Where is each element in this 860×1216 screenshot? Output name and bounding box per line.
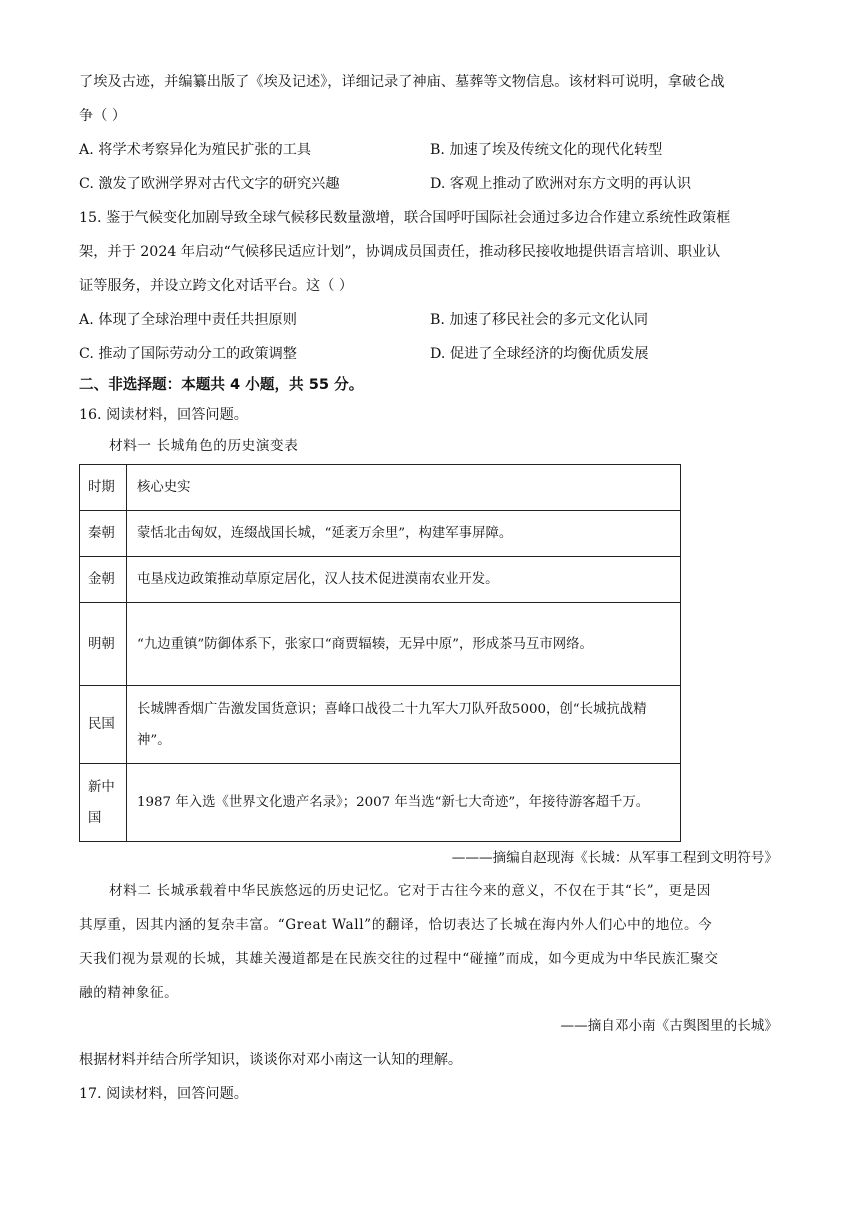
table-cell-fact: 1987 年入选《世界文化遗产名录》；2007 年当选“新七大奇迹”，年接待游客超千万。 xyxy=(127,764,681,842)
q16-intro: 16. 阅读材料，回答问题。 xyxy=(79,407,248,423)
table-cell-period: 新中国 xyxy=(80,764,127,842)
q15-option-d: D. 促进了全球经济的均衡优质发展 xyxy=(430,346,649,362)
q16-question: 根据材料并结合所学知识，谈谈你对邓小南这一认知的理解。 xyxy=(79,1052,463,1068)
material2-line-3: 天我们视为景观的长城，其雄关漫道都是在民族交往的过程中“碰撞”而成，如今更成为中华民族汇聚交 xyxy=(79,951,719,967)
table-row xyxy=(80,557,681,603)
table-cell-fact: 屯垦戍边政策推动草原定居化，汉人技术促进漠南农业开发。 xyxy=(127,557,681,603)
material2-line-1: 材料二 长城承载着中华民族悠远的历史记忆。它对于古往今来的意义，不仅在于其“长”，更是因 xyxy=(109,883,711,899)
q15-text-line-1: 15. 鉴于气候变化加剧导致全球气候移民数量激增，联合国呼吁国际社会通过多边合作建立系统性政策框 xyxy=(79,210,731,226)
table-cell-fact: 蒙恬北击匈奴，连缀战国长城，“延袤万余里”，构建军事屏障。 xyxy=(127,511,681,557)
table-cell-period: 明朝 xyxy=(80,603,127,686)
table-cell-fact: 长城牌香烟广告激发国货意识；喜峰口战役二十九军大刀队歼敌5000，创“长城抗战精神”。 xyxy=(127,686,681,764)
table-row xyxy=(80,686,681,764)
material2-line-4: 融的精神象征。 xyxy=(79,985,179,1001)
table-cell-period: 秦朝 xyxy=(80,511,127,557)
q14-option-b: B. 加速了埃及传统文化的现代化转型 xyxy=(430,142,663,158)
q14-text-line-2: 争（ ） xyxy=(79,108,127,124)
q14-option-c: C. 激发了欧洲学界对古代文字的研究兴趣 xyxy=(79,176,340,192)
q14-text-line-1: 了埃及古迹，并编纂出版了《埃及记述》，详细记录了神庙、墓葬等文物信息。该材料可说明，拿破仑战 xyxy=(79,74,725,90)
material1-source: ———摘编自赵现海《长城：从军事工程到文明符号》 xyxy=(451,850,778,866)
table-cell-period: 民国 xyxy=(80,686,127,764)
table-header-cell: 时期 xyxy=(80,465,127,511)
table-header-cell: 核心史实 xyxy=(127,465,681,511)
section-heading: 二、非选择题：本题共 4 小题，共 55 分。 xyxy=(79,376,364,393)
q17-intro: 17. 阅读材料，回答问题。 xyxy=(79,1086,248,1102)
q15-option-c: C. 推动了国际劳动分工的政策调整 xyxy=(79,346,297,362)
q15-text-line-3: 证等服务，并设立跨文化对话平台。这（ ） xyxy=(79,278,354,294)
table-header-row xyxy=(80,465,681,511)
table-row xyxy=(80,511,681,557)
q15-option-b: B. 加速了移民社会的多元文化认同 xyxy=(430,312,649,328)
q14-option-d: D. 客观上推动了欧洲对东方文明的再认识 xyxy=(430,176,692,192)
q15-text-line-2: 架，并于 2024 年启动“气候移民适应计划”，协调成员国责任，推动移民接收地提供语言培训、职业认 xyxy=(79,244,721,260)
table-row xyxy=(80,764,681,842)
table-row xyxy=(80,603,681,686)
table-cell-period: 金朝 xyxy=(80,557,127,603)
material1-title: 材料一 长城角色的历史演变表 xyxy=(109,438,299,454)
material2-line-2: 其厚重，因其内涵的复杂丰富。“Great Wall”的翻译，恰切表达了长城在海内外人们心中的地位。今 xyxy=(79,917,713,933)
q14-option-a: A. 将学术考察异化为殖民扩张的工具 xyxy=(79,142,312,158)
q15-option-a: A. 体现了全球治理中责任共担原则 xyxy=(79,312,297,328)
history-table xyxy=(79,464,681,842)
table-cell-fact: “九边重镇”防御体系下，张家口“商贾辐辏，无异中原”，形成茶马互市网络。 xyxy=(127,603,681,686)
material2-source: ——摘自邓小南《古舆图里的长城》 xyxy=(560,1018,778,1034)
